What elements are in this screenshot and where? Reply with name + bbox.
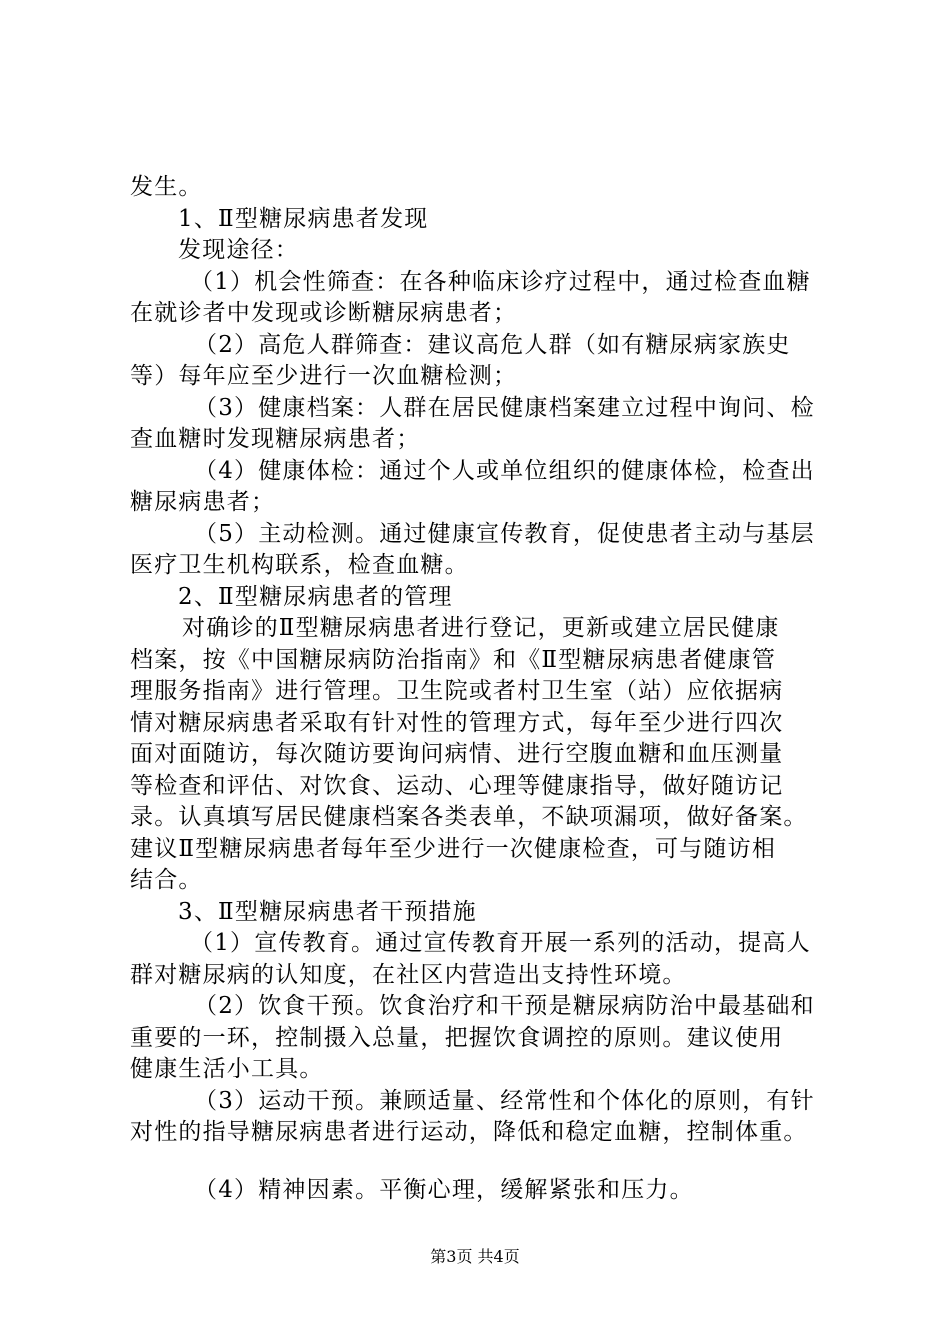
- document-body: [130, 172, 850, 1206]
- text-line: 糖尿病患者；: [130, 489, 276, 515]
- text-line: 面对面随访，每次随访要询问病情、进行空腹血糖和血压测量: [130, 741, 784, 767]
- text-line: 对性的指导糖尿病患者进行运动，降低和稳定血糖，控制体重。: [130, 1119, 808, 1145]
- text-line: 健康生活小工具。: [130, 1056, 324, 1082]
- text-line: 查血糖时发现糖尿病患者；: [130, 426, 421, 452]
- text-line: 情对糖尿病患者采取有针对性的管理方式，每年至少进行四次: [130, 709, 784, 736]
- section-heading: 2、Ⅱ型糖尿病患者的管理: [178, 583, 453, 610]
- text-line: 等检查和评估、对饮食、运动、心理等健康指导，做好随访记: [130, 772, 784, 799]
- text-line: 录。认真填写居民健康档案各类表单，不缺项漏项，做好备案。: [130, 804, 808, 830]
- text-line: 等）每年应至少进行一次血糖检测；: [130, 363, 518, 389]
- text-line: 对确诊的Ⅱ型糖尿病患者进行登记，更新或建立居民健康: [182, 615, 780, 641]
- page-footer: 第3页 共4页: [430, 1247, 520, 1266]
- text-line: 发现途径：: [178, 237, 299, 263]
- text-line: （5）主动检测。通过健康宣传教育，促使患者主动与基层: [194, 520, 815, 547]
- text-line: 档案，按《中国糖尿病防治指南》和《Ⅱ型糖尿病患者健康管: [130, 646, 777, 673]
- text-line: 建议Ⅱ型糖尿病患者每年至少进行一次健康检查，可与随访相: [130, 835, 777, 862]
- text-line: （1）宣传教育。通过宣传教育开展一系列的活动，提高人: [190, 930, 811, 956]
- text-line: （3）运动干预。兼顾适量、经常性和个体化的原则，有针: [194, 1087, 815, 1114]
- text-line: （4）精神因素。平衡心理，缓解紧张和压力。: [194, 1176, 694, 1203]
- paragraph-gap: [130, 1149, 850, 1175]
- text-line: 发生。: [130, 174, 203, 200]
- text-line: （2）饮食干预。饮食治疗和干预是糖尿病防治中最基础和: [194, 993, 815, 1019]
- text-line: 在就诊者中发现或诊断糖尿病患者；: [130, 300, 518, 326]
- text-line: 医疗卫生机构联系，检查血糖。: [130, 552, 469, 578]
- text-line: （4）健康体检：通过个人或单位组织的健康体检，检查出: [194, 457, 815, 484]
- text-line: 结合。: [130, 867, 203, 893]
- text-line: （1）机会性筛查：在各种临床诊疗过程中，通过检查血糖: [190, 268, 811, 295]
- text-line: （3）健康档案：人群在居民健康档案建立过程中询问、检: [194, 394, 815, 421]
- text-line: 重要的一环，控制摄入总量，把握饮食调控的原则。建议使用: [130, 1024, 784, 1051]
- section-heading: 1、Ⅱ型糖尿病患者发现: [178, 205, 429, 232]
- text-line: （2）高危人群筛查：建议高危人群（如有糖尿病家族史: [194, 331, 791, 358]
- section-heading: 3、Ⅱ型糖尿病患者干预措施: [178, 898, 477, 925]
- text-line: 理服务指南》进行管理。卫生院或者村卫生室（站）应依据病: [130, 678, 784, 704]
- text-line: 群对糖尿病的认知度，在社区内营造出支持性环境。: [130, 961, 687, 988]
